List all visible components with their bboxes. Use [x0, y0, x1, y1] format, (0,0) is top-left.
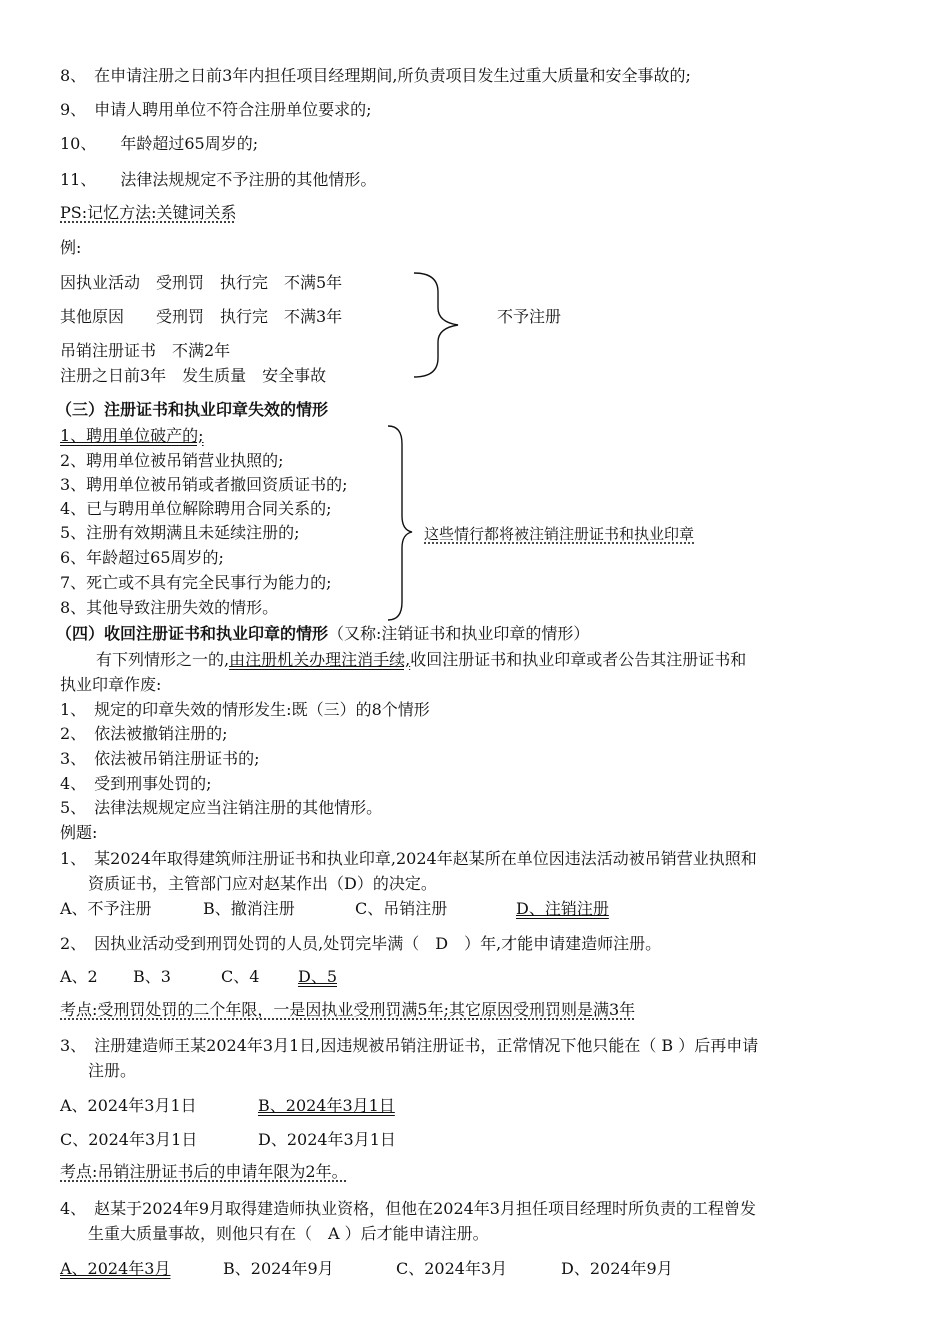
section4-alias: （又称:注销证书和执业印章的情形）: [328, 624, 590, 643]
list-item-8: 8、 在申请注册之日前3年内担任项目经理期间,所负责项目发生过重大质量和安全事故的;: [60, 66, 691, 85]
list-item-11: 11、 法律法规规定不予注册的其他情形。: [60, 170, 377, 189]
q4-line-1: 4、 赵某于2024年9月取得建造师执业资格，但他在2024年3月担任项目经理时所负责的工程曾发: [60, 1199, 756, 1218]
q2-option-b: B、3: [133, 967, 171, 986]
section4-item-5: 5、 法律法规规定应当注销注册的其他情形。: [60, 798, 383, 817]
section4-item-1: 1、 规定的印章失效的情形发生:既（三）的8个情形: [60, 700, 430, 719]
q4-option-a: A、2024年3月: [60, 1259, 171, 1278]
section4-item-4: 4、 受到刑事处罚的;: [60, 774, 212, 793]
q4-option-d: D、2024年9月: [561, 1259, 673, 1278]
memo-brace-icon: [412, 270, 462, 380]
list-item-10: 10、 年龄超过65周岁的;: [60, 134, 259, 153]
memo-ps: PS:记忆方法:关键词关系: [60, 203, 237, 222]
section3-item-7: 7、死亡或不具有完全民事行为能力的;: [60, 573, 332, 592]
q4-line-2: 生重大质量事故，则他只有在（ A ）后才能申请注册。: [88, 1224, 489, 1243]
memo-row-2: 其他原因 受刑罚 执行完 不满3年: [60, 307, 343, 326]
q3-line-1: 3、 注册建造师王某2024年3月1日,因违规被吊销注册证书，正常情况下他只能在（ B ）后再申请: [60, 1036, 759, 1055]
q3-key-point: 考点:吊销注册证书后的申请年限为2年。: [60, 1162, 348, 1181]
q2-option-a: A、2: [60, 967, 98, 986]
section3-brace-icon: [386, 424, 416, 624]
q1-option-b: B、撤消注册: [203, 899, 295, 918]
memo-row-4: 注册之日前3年 发生质量 安全事故: [60, 366, 327, 385]
q2-option-d: D、5: [298, 967, 338, 986]
q3-option-d: D、2024年3月1日: [258, 1130, 396, 1149]
section4-intro-a: 有下列情形之一的,: [96, 650, 230, 669]
section3-item-2: 2、聘用单位被吊销营业执照的;: [60, 451, 284, 470]
section4-intro-b: 收回注册证书和执业印章或者公告其注册证书和: [410, 650, 747, 669]
q2-key-point: 考点:受刑罚处罚的二个年限，一是因执业受刑罚满5年;其它原因受刑罚则是满3年: [60, 1000, 636, 1019]
q4-option-b: B、2024年9月: [223, 1259, 334, 1278]
q1-line-1: 1、 某2024年取得建筑师注册证书和执业印章,2024年赵某所在单位因违法活动被吊销营业执照和: [60, 849, 757, 868]
q3-option-a: A、2024年3月1日: [60, 1096, 197, 1115]
q1-option-a: A、不予注册: [60, 899, 152, 918]
memo-row-3: 吊销注册证书 不满2年: [60, 341, 231, 360]
section3-item-1: 1、聘用单位破产的;: [60, 426, 204, 445]
section3-item-3: 3、聘用单位被吊销或者撤回资质证书的;: [60, 475, 348, 494]
q2-line-1: 2、 因执业活动受到刑罚处罚的人员,处罚完毕满（ D ）年,才能申请建造师注册。: [60, 934, 662, 953]
q1-option-c: C、吊销注册: [355, 899, 448, 918]
section4-intro: [96, 650, 746, 670]
q1-option-d: D、注销注册: [516, 899, 609, 918]
q1-line-2: 资质证书，主管部门应对赵某作出（D）的决定。: [88, 874, 437, 893]
memo-result: 不予注册: [497, 307, 562, 326]
section4-item-2: 2、 依法被撤销注册的;: [60, 724, 228, 743]
section4-intro-c: 执业印章作废:: [60, 675, 162, 694]
section4-intro-underlined: 由注册机关办理注消手续,: [229, 650, 411, 669]
section3-item-6: 6、年龄超过65周岁的;: [60, 548, 224, 567]
q3-line-2: 注册。: [88, 1061, 137, 1080]
section4-item-3: 3、 依法被吊销注册证书的;: [60, 749, 260, 768]
example-heading: 例题:: [60, 823, 98, 842]
section3-item-5: 5、注册有效期满且未延续注册的;: [60, 523, 300, 542]
q3-option-b: B、2024年3月1日: [258, 1096, 395, 1115]
section4-title: （四）收回注册证书和执业印章的情形: [56, 624, 329, 643]
section3-item-8: 8、其他导致注册失效的情形。: [60, 598, 279, 617]
section4-heading: [56, 624, 589, 644]
q4-option-c: C、2024年3月: [396, 1259, 508, 1278]
list-item-9: 9、 申请人聘用单位不符合注册单位要求的;: [60, 100, 372, 119]
memo-row-1: 因执业活动 受刑罚 执行完 不满5年: [60, 273, 343, 292]
memo-example-label: 例:: [60, 238, 82, 257]
q3-option-c: C、2024年3月1日: [60, 1130, 198, 1149]
q2-option-c: C、4: [221, 967, 260, 986]
section3-title: （三）注册证书和执业印章失效的情形: [56, 400, 329, 419]
section3-note: 这些情行都将被注销注册证书和执业印章: [424, 525, 695, 543]
section3-item-4: 4、已与聘用单位解除聘用合同关系的;: [60, 499, 332, 518]
